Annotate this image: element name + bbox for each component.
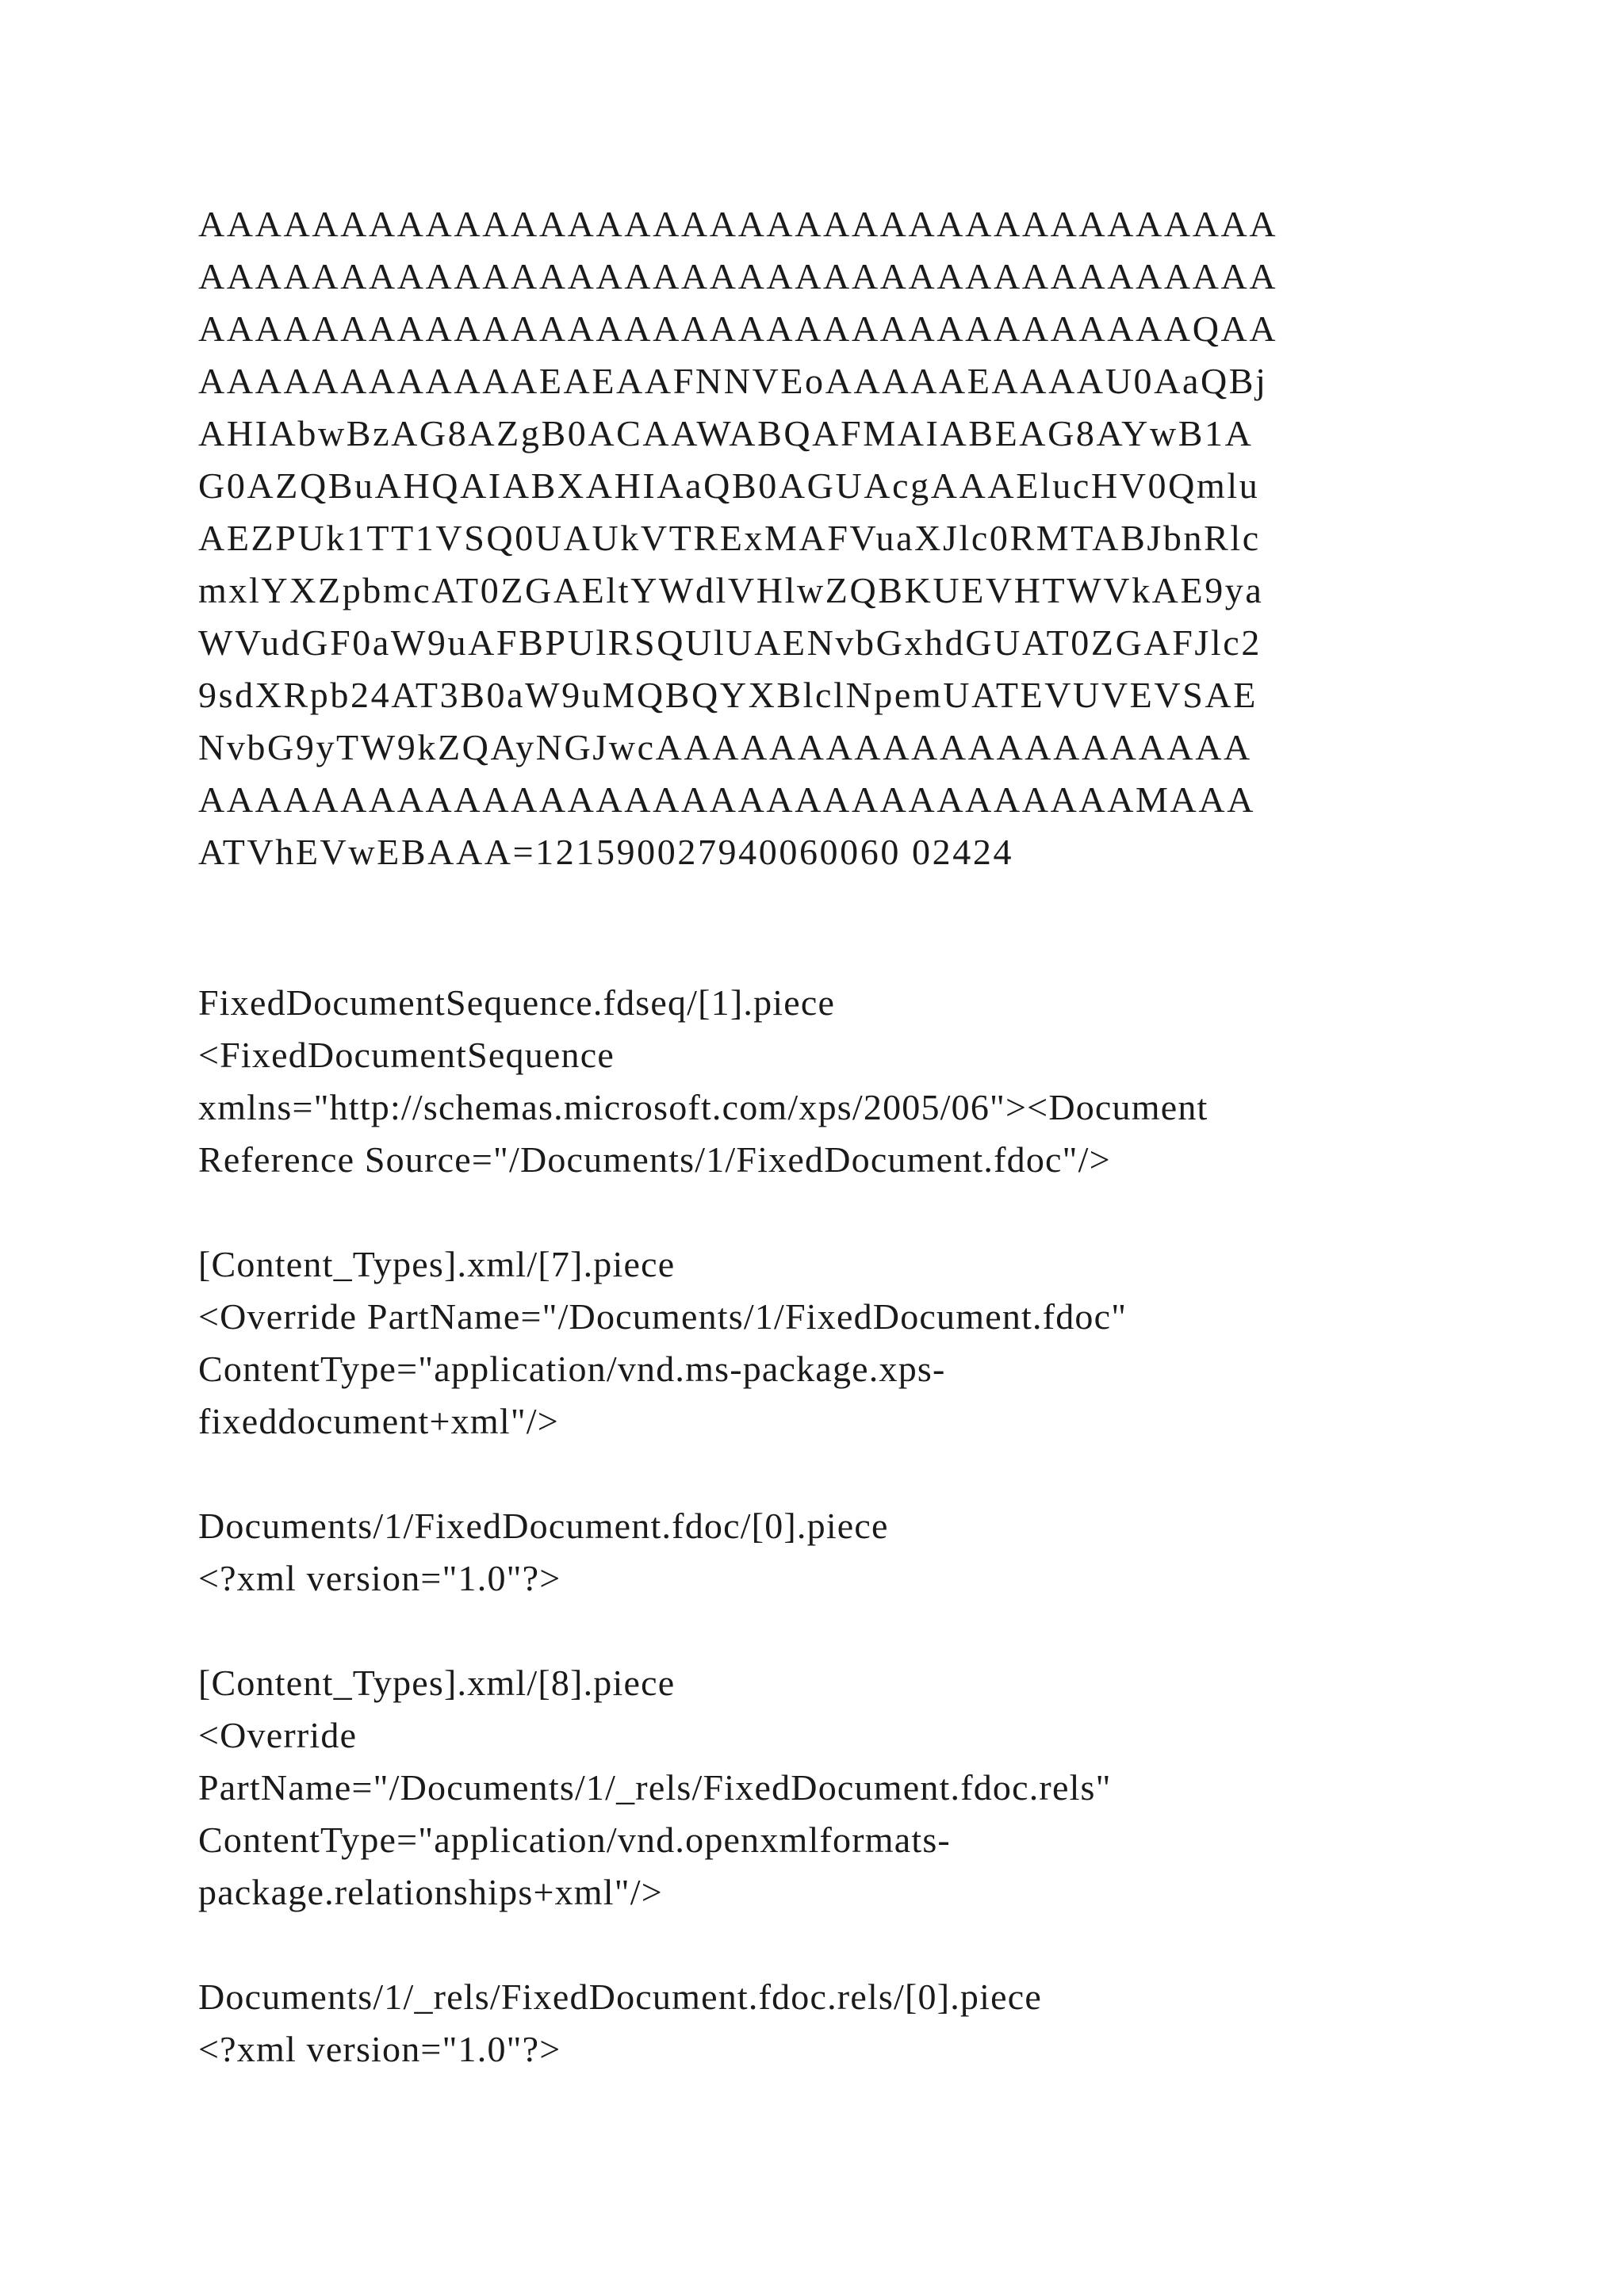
encoded-line: AHIAbwBzAG8AZgB0ACAAWABQAFMAIABEAG8AYwB1A [198,413,1254,453]
encoded-line: AEZPUk1TT1VSQ0UAUkVTRExMAFVuaXJlc0RMTABJbnRlc [198,518,1261,558]
section-heading: [Content_Types].xml/[8].piece [198,1663,676,1703]
section-line: <FixedDocumentSequence [198,1035,615,1075]
section-heading: FixedDocumentSequence.fdseq/[1].piece [198,982,836,1023]
encoded-line: ATVhEVwEBAAA=121590027940060060 02424 [198,832,1014,872]
section-line: <Override [198,1715,358,1755]
section-fixeddocument-piece [198,1500,1435,1605]
encoded-line: mxlYXZpbmcAT0ZGAEltYWdlVHlwZQBKUEVHTWVkAE9ya [198,570,1264,610]
encoded-line: 9sdXRpb24AT3B0aW9uMQBQYXBlclNpemUATEVUVEVSAE [198,675,1258,715]
encoded-line: G0AZQBuAHQAIABXAHIAaQB0AGUAcgAAAElucHV0Qmlu [198,465,1260,506]
encoded-line: AAAAAAAAAAAAAAAAAAAAAAAAAAAAAAAAAAAAAA [198,204,1278,244]
encoded-line: AAAAAAAAAAAAAAAAAAAAAAAAAAAAAAAAAAAAAA [198,256,1278,297]
section-line: <Override PartName="/Documents/1/FixedDocument.fdoc" [198,1296,1128,1337]
section-line: fixeddocument+xml"/> [198,1401,559,1441]
section-rels-piece [198,1971,1435,2076]
encoded-line: AAAAAAAAAAAAAAAAAAAAAAAAAAAAAAAAAAAQAA [198,308,1278,349]
section-line: xmlns="http://schemas.microsoft.com/xps/2005/06"><Document [198,1087,1208,1127]
section-line: PartName="/Documents/1/_rels/FixedDocument.fdoc.rels" [198,1767,1112,1808]
section-line: ContentType="application/vnd.ms-package.xps- [198,1349,946,1389]
encoded-line: AAAAAAAAAAAAEAEAAFNNVEoAAAAAEAAAAU0AaQBj [198,361,1268,401]
section-line: <?xml version="1.0"?> [198,2029,561,2069]
section-line: ContentType="application/vnd.openxmlformats- [198,1820,951,1860]
section-line: Reference Source="/Documents/1/FixedDocument.fdoc"/> [198,1139,1111,1180]
section-line: package.relationships+xml"/> [198,1872,663,1912]
section-fdseq-piece [198,977,1435,1186]
section-heading: [Content_Types].xml/[7].piece [198,1244,676,1284]
section-heading: Documents/1/FixedDocument.fdoc/[0].piece [198,1506,889,1546]
encoded-line: WVudGF0aW9uAFBPUlRSQUlUAENvbGxhdGUAT0ZGAFJlc2 [198,622,1262,663]
section-content-types-7 [198,1238,1435,1448]
encoded-line: NvbG9yTW9kZQAyNGJwcAAAAAAAAAAAAAAAAAAAAA [198,727,1252,767]
section-line: <?xml version="1.0"?> [198,1558,561,1598]
encoded-data-block [198,198,1435,878]
section-content-types-8 [198,1657,1435,1919]
encoded-line: AAAAAAAAAAAAAAAAAAAAAAAAAAAAAAAAAMAAA [198,779,1256,820]
section-heading: Documents/1/_rels/FixedDocument.fdoc.rels/[0].piece [198,1976,1042,2017]
